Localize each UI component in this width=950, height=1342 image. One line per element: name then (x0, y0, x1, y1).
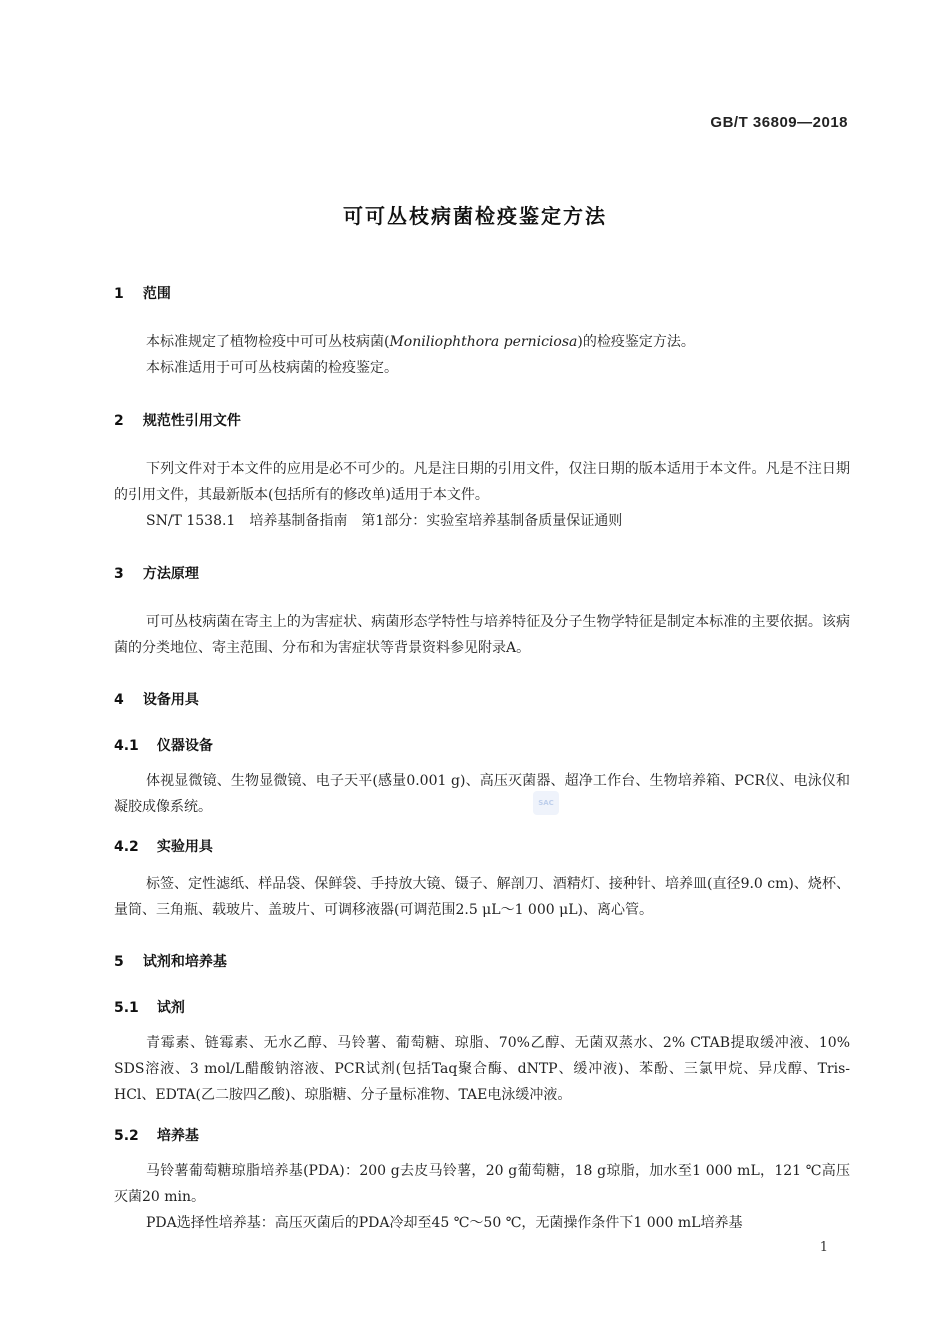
section-5-1-paragraph: 青霉素、链霉素、无水乙醇、马铃薯、葡萄糖、琼脂、70%乙醇、无菌双蒸水、2% CTAB提取缓冲液、10% SDS溶液、3 mol/L醋酸钠溶液、PCR试剂(包括Taq聚合酶、dNTP、缓冲液)、苯酚、三氯甲烷、异戊醇、Tris-HCl、EDTA(乙二胺四乙酸)、琼脂糖、分子量标准物、TAE电泳缓冲液。 (114, 1035, 850, 1103)
section-4-2-heading (114, 836, 213, 856)
section-5-1-heading (114, 997, 185, 1017)
section-number: 3 (114, 566, 124, 582)
section-number: 2 (114, 413, 124, 429)
section-number: 4.1 (114, 738, 139, 754)
section-3-heading (114, 563, 199, 583)
section-4-heading (114, 689, 199, 709)
section-title: 试剂和培养基 (142, 954, 227, 970)
text-run: )的检疫鉴定方法。 (577, 334, 695, 350)
latin-name: Moniliophthora perniciosa (389, 334, 578, 350)
watermark-logo: SAC (533, 791, 559, 815)
section-number: 1 (114, 286, 124, 302)
section-4-2-paragraph: 标签、定性滤纸、样品袋、保鲜袋、手持放大镜、镊子、解剖刀、酒精灯、接种针、培养皿(直径9.0 cm)、烧杯、量筒、三角瓶、载玻片、盖玻片、可调移液器(可调范围2.5 μL～1 000 μL)、离心管。 (114, 876, 850, 918)
section-number: 5 (114, 954, 124, 970)
section-2-reference: SN/T 1538.1 培养基制备指南 第1部分：实验室培养基制备质量保证通则 (146, 513, 623, 529)
section-number: 5.2 (114, 1128, 139, 1144)
text-run: 本标准规定了植物检疫中可可丛枝病菌( (146, 334, 390, 350)
section-5-2-paragraph-2: PDA选择性培养基：高压灭菌后的PDA冷却至45 ℃～50 ℃，无菌操作条件下1 000 mL培养基 (146, 1215, 743, 1231)
section-title: 实验用具 (156, 839, 213, 855)
section-title: 方法原理 (142, 566, 199, 582)
standard-number: GB/T 36809—2018 (710, 114, 848, 131)
section-number: 4 (114, 692, 124, 708)
section-title: 试剂 (156, 1000, 185, 1016)
section-1-heading (114, 283, 171, 303)
section-number: 4.2 (114, 839, 139, 855)
section-title: 仪器设备 (156, 738, 213, 754)
section-title: 设备用具 (142, 692, 199, 708)
section-5-2-paragraph-1: 马铃薯葡萄糖琼脂培养基(PDA)：200 g去皮马铃薯，20 g葡萄糖，18 g琼脂，加水至1 000 mL，121 ℃高压灭菌20 min。 (114, 1163, 850, 1205)
section-4-1-paragraph: 体视显微镜、生物显微镜、电子天平(感量0.001 g)、高压灭菌器、超净工作台、生物培养箱、PCR仪、电泳仪和凝胶成像系统。 (114, 773, 850, 815)
section-title: 范围 (142, 286, 171, 302)
section-3-paragraph-1: 可可丛枝病菌在寄主上的为害症状、病菌形态学特性与培养特征及分子生物学特征是制定本标准的主要依据。该病菌的分类地位、寄主范围、分布和为害症状等背景资料参见附录A。 (114, 614, 850, 656)
section-1-paragraph-2: 本标准适用于可可丛枝病菌的检疫鉴定。 (146, 360, 398, 376)
section-number: 5.1 (114, 1000, 139, 1016)
section-5-2-heading (114, 1125, 199, 1145)
section-4-1-heading (114, 735, 213, 755)
section-5-heading (114, 951, 227, 971)
section-1-paragraph-1 (114, 329, 850, 355)
page-number: 1 (819, 1240, 828, 1255)
section-2-paragraph-1: 下列文件对于本文件的应用是必不可少的。凡是注日期的引用文件，仅注日期的版本适用于本文件。凡是不注日期的引用文件，其最新版本(包括所有的修改单)适用于本文件。 (114, 461, 850, 503)
section-title: 规范性引用文件 (142, 413, 241, 429)
document-title: 可可丛枝病菌检疫鉴定方法 (343, 204, 607, 228)
section-2-heading (114, 410, 241, 430)
section-title: 培养基 (156, 1128, 199, 1144)
